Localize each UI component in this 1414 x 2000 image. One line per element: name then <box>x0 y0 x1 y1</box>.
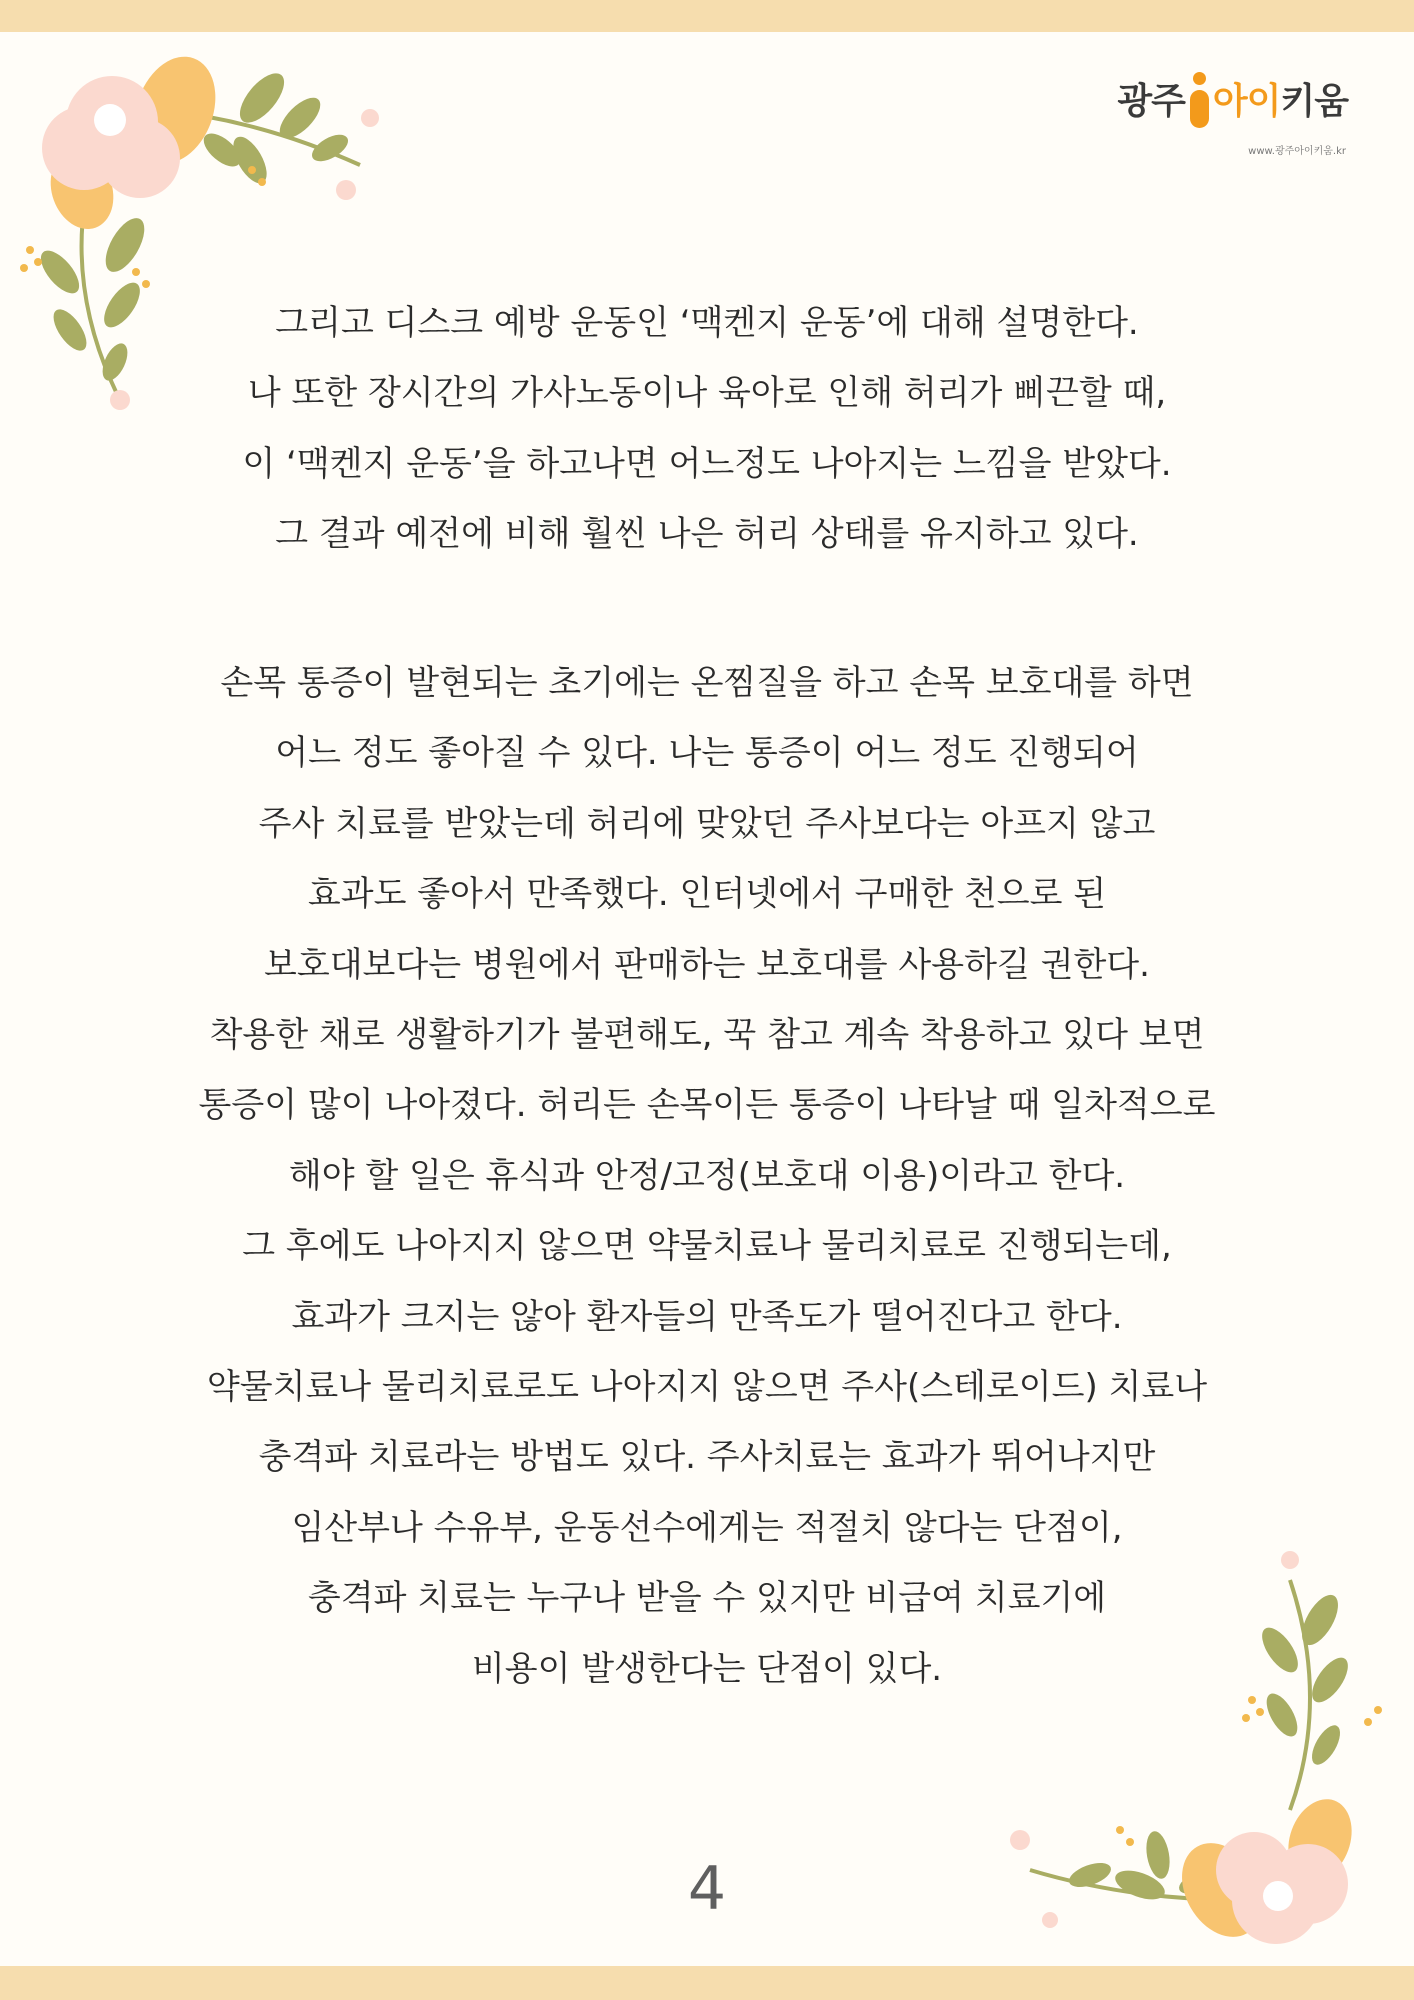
text-line: 어느 정도 좋아질 수 있다. 나는 통증이 어느 정도 진행되어 <box>275 733 1139 774</box>
logo-text-right: 키움 <box>1280 80 1348 122</box>
text-line: 충격파 치료는 누구나 받을 수 있지만 비급여 치료기에 <box>307 1578 1107 1619</box>
logo-url: www.광주아이키움.kr <box>1248 146 1346 157</box>
text-line: 비용이 발생한다는 단점이 있다. <box>471 1648 943 1689</box>
text-line: 손목 통증이 발현되는 초기에는 온찜질을 하고 손목 보호대를 하면 <box>220 663 1194 703</box>
page-number: 4 <box>687 1854 727 1924</box>
text-line: 나 또한 장시간의 가사노동이나 육아로 인해 허리가 삐끈할 때, <box>247 373 1167 414</box>
logo-text-accent: 아이 <box>1212 80 1281 122</box>
text-line: 해야 할 일은 휴식과 안정/고정(보호대 이용)이라고 한다. <box>288 1155 1126 1196</box>
text-line: 그리고 디스크 예방 운동인 ‘맥켄지 운동’에 대해 설명한다. <box>275 303 1139 343</box>
text-line: 착용한 채로 생활하기가 불편해도, 꾹 참고 계속 착용하고 있다 보면 <box>209 1015 1205 1056</box>
text-line: 임산부나 수유부, 운동선수에게는 적절치 않다는 단점이, <box>291 1507 1123 1548</box>
bottom-band <box>0 1966 1414 2000</box>
text-line: 이 ‘맥켄지 운동’을 하고나면 어느정도 나아지는 느낌을 받았다. <box>242 443 1172 484</box>
text-line: 효과가 크지는 않아 환자들의 만족도가 떨어진다고 한다. <box>291 1296 1123 1337</box>
paragraph-wrist-pain <box>0 648 1414 1704</box>
logo-wordmark <box>1108 62 1348 134</box>
text-line: 효과도 좋아서 만족했다. 인터넷에서 구매한 천으로 된 <box>307 874 1107 915</box>
text-line: 주사 치료를 받았는데 허리에 맞았던 주사보다는 아프지 않고 <box>258 803 1156 844</box>
logo-person-icon <box>1189 68 1209 128</box>
logo <box>1108 62 1348 162</box>
text-line: 보호대보다는 병원에서 판매하는 보호대를 사용하길 권한다. <box>264 944 1150 985</box>
top-band <box>0 0 1414 32</box>
logo-text-left: 광주 <box>1117 80 1185 122</box>
text-line: 충격파 치료라는 방법도 있다. 주사치료는 효과가 뛰어나지만 <box>258 1437 1156 1478</box>
text-line: 통증이 많이 나아졌다. 허리든 손목이든 통증이 나타날 때 일차적으로 <box>198 1085 1216 1126</box>
text-line: 그 후에도 나아지지 않으면 약물치료나 물리치료로 진행되는데, <box>242 1226 1172 1267</box>
text-line: 약물치료나 물리치료로도 나아지지 않으면 주사(스테로이드) 치료나 <box>206 1367 1208 1408</box>
text-line: 그 결과 예전에 비해 훨씬 나은 허리 상태를 유지하고 있다. <box>275 514 1139 555</box>
paragraph-mckenzie <box>0 288 1414 570</box>
